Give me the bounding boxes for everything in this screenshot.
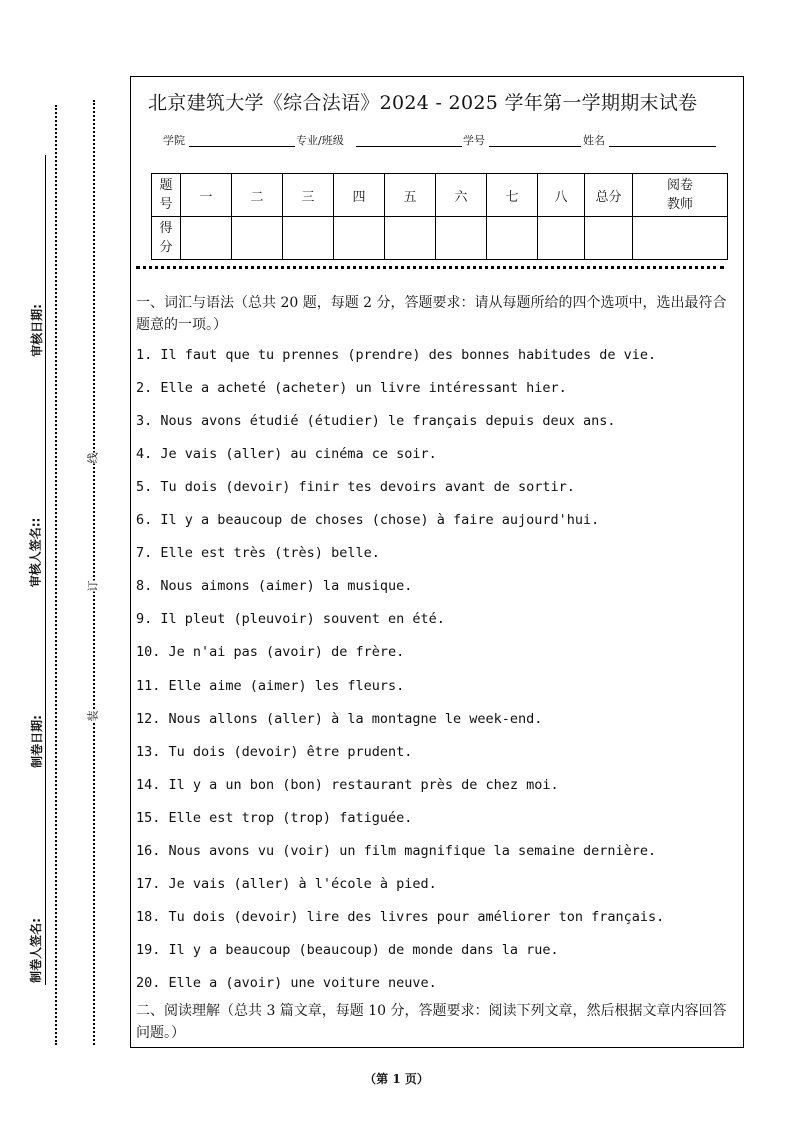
binding-line-char: 线 — [86, 452, 100, 464]
section1-heading: 一、词汇与语法（总共 20 题，每题 2 分，答题要求：请从每题所给的四个选项中，选出最符合题意的一项。） — [136, 295, 727, 333]
score-cell-grader[interactable] — [633, 217, 728, 260]
question-3: 3. Nous avons étudié (étudier) le français depuis deux ans. — [136, 413, 616, 430]
col-3: 三 — [283, 174, 334, 217]
score-cell-6[interactable] — [436, 217, 487, 260]
score-cell-3[interactable] — [283, 217, 334, 260]
col-total: 总分 — [585, 174, 633, 217]
question-5: 5. Tu dois (devoir) finir tes devoirs avant de sortir. — [136, 479, 575, 496]
question-9: 9. Il pleut (pleuvoir) souvent en été. — [136, 611, 445, 628]
question-6: 6. Il y a beaucoup de choses (chose) à faire aujourd'hui. — [136, 512, 600, 529]
score-cell-1[interactable] — [181, 217, 232, 260]
score-cell-total[interactable] — [585, 217, 633, 260]
question-18: 18. Tu dois (devoir) lire des livres pour améliorer ton français. — [136, 908, 665, 925]
question-11: 11. Elle aime (aimer) les fleurs. — [136, 677, 405, 694]
score-cell-4[interactable] — [334, 217, 385, 260]
binding-bind-char: 订 — [86, 580, 100, 592]
col-2: 二 — [232, 174, 283, 217]
question-19: 19. Il y a beaucoup (beaucoup) de monde dans la rue. — [136, 941, 559, 958]
score-table — [151, 173, 728, 260]
question-16: 16. Nous avons vu (voir) un film magnifique la semaine dernière. — [136, 842, 657, 859]
question-17: 17. Je vais (aller) à l'école à pied. — [136, 875, 437, 892]
reviewer-sign-label: 审核人签名:: — [28, 517, 43, 588]
question-12: 12. Nous allons (aller) à la montagne le week-end. — [136, 710, 543, 727]
score-cell-7[interactable] — [487, 217, 538, 260]
college-label: 学院 — [163, 134, 185, 147]
question-13: 13. Tu dois (devoir) être prudent. — [136, 743, 413, 760]
col-4: 四 — [334, 174, 385, 217]
question-8: 8. Nous aimons (aimer) la musique. — [136, 578, 413, 595]
question-7: 7. Elle est très (très) belle. — [136, 545, 380, 562]
binding-dotted-line — [93, 100, 95, 1045]
score-cell-5[interactable] — [385, 217, 436, 260]
question-2: 2. Elle a acheté (acheter) un livre intéressant hier. — [136, 380, 567, 397]
col-8: 八 — [538, 174, 585, 217]
row-head-question: 题号 — [152, 174, 181, 217]
student-id-label: 学号 — [463, 134, 485, 147]
col-6: 六 — [436, 174, 487, 217]
col-1: 一 — [181, 174, 232, 217]
name-label: 姓名 — [583, 134, 605, 147]
page-footer: （第 1 页） — [364, 1072, 429, 1086]
major-label: 专业/班级 — [296, 134, 344, 147]
make-date-label: 制卷日期: — [29, 715, 44, 768]
name-field[interactable] — [609, 146, 716, 147]
score-cell-8[interactable] — [538, 217, 585, 260]
student-id-field[interactable] — [489, 146, 581, 147]
major-field[interactable] — [356, 146, 462, 147]
col-5: 五 — [385, 174, 436, 217]
dotted-separator — [136, 266, 724, 269]
score-cell-2[interactable] — [232, 217, 283, 260]
college-field[interactable] — [189, 146, 295, 147]
row-head-score: 得分 — [152, 217, 181, 260]
question-4: 4. Je vais (aller) au cinéma ce soir. — [136, 446, 437, 463]
left-sign-line — [45, 155, 46, 985]
question-10: 10. Je n'ai pas (avoir) de frère. — [136, 644, 405, 661]
binding-fold-char: 装 — [86, 710, 100, 722]
col-7: 七 — [487, 174, 538, 217]
exam-title: 北京建筑大学《综合法语》2024 - 2025 学年第一学期期末试卷 — [148, 92, 698, 114]
section2-heading: 二、阅读理解（总共 3 篇文章，每题 10 分，答题要求：阅读下列文章，然后根据文章内容回答问题。） — [136, 1003, 727, 1041]
question-1: 1. Il faut que tu prennes (prendre) des bonnes habitudes de vie. — [136, 347, 657, 363]
question-14: 14. Il y a un bon (bon) restaurant près de chez moi. — [136, 776, 559, 793]
question-15: 15. Elle est trop (trop) fatiguée. — [136, 809, 413, 826]
left-dotted-border — [55, 105, 57, 1045]
question-20: 20. Elle a (avoir) une voiture neuve. — [136, 974, 437, 991]
maker-sign-label: 制卷人签名: — [28, 918, 43, 983]
col-grader: 阅卷教师 — [633, 174, 728, 217]
review-date-label: 审核日期: — [29, 304, 44, 357]
